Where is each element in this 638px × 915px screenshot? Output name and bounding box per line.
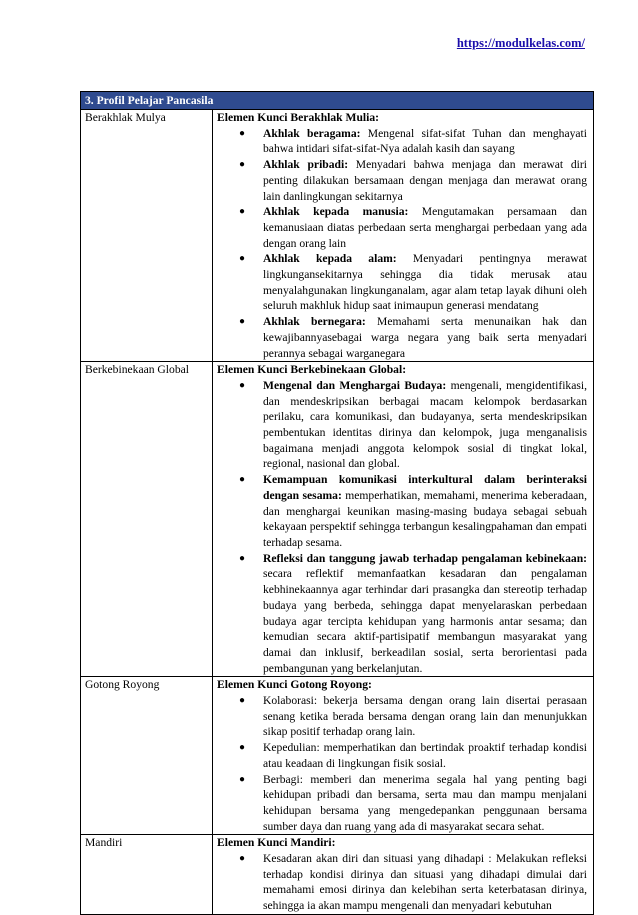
elemen-content	[213, 677, 594, 835]
table-row	[81, 362, 594, 677]
header-link[interactable]: https://modulkelas.com/	[456, 36, 585, 50]
point-text: Kesadaran akan diri dan situasi yang dihadapi : Melakukan refleksi terhadap kondisi dirinya dan situasi yang dihadapi dimulai dari memahami emosi dirinya dan kelebihan serta keterbatasan dirinya, sehingga ia akan mampu mengenali dan menyadari kebutuhan	[263, 852, 587, 913]
bullet-icon: ●	[239, 316, 246, 328]
bullet-icon: ●	[239, 552, 246, 564]
point-text: Kolaborasi: bekerja bersama dengan orang lain disertai perasaan senang ketika berada bersama dengan orang lain dan menunjukkan sikap positif terhadap orang lain.	[263, 694, 587, 739]
point-heading: Refleksi dan tanggung jawab terhadap pengalaman kebinekaan:	[263, 551, 587, 565]
point-heading: Akhlak bernegara:	[263, 315, 366, 329]
elemen-content	[213, 835, 594, 915]
elemen-content	[213, 362, 594, 677]
bullet-icon: ●	[239, 379, 246, 391]
point-text: Menyadari bahwa menjaga dan merawat diri penting dilakukan bersamaan dengan menjaga dan merawat orang lain danlingkungan sekitarnya	[263, 158, 587, 203]
point-text: Memahami serta menunaikan hak dan kewajibannyasebagai warga negara yang baik serta menyadari perannya sebagai warganegara	[263, 315, 587, 360]
elemen-title: Elemen Kunci Berkebinekaan Global:	[217, 363, 407, 377]
elemen-points-list	[217, 693, 587, 834]
elemen-points-list	[217, 851, 587, 914]
point-heading: Akhlak kepada alam:	[263, 252, 397, 266]
list-item	[239, 851, 587, 914]
list-item	[239, 126, 587, 157]
elemen-title: Elemen Kunci Gotong Royong:	[217, 678, 372, 692]
table-row	[81, 110, 594, 362]
table-row	[81, 835, 594, 915]
point-heading: Kemampuan komunikasi interkultural dalam berinteraksi dengan sesama:	[263, 473, 587, 502]
bullet-icon: ●	[239, 206, 246, 218]
bullet-icon: ●	[239, 742, 246, 754]
list-item	[239, 693, 587, 740]
list-item	[239, 472, 588, 551]
dimension-name: Mandiri	[81, 835, 213, 915]
elemen-title: Elemen Kunci Mandiri:	[217, 836, 336, 850]
dimension-name: Gotong Royong	[81, 677, 213, 835]
point-heading: Akhlak kepada manusia:	[263, 205, 409, 219]
bullet-icon: ●	[239, 474, 246, 486]
point-text: Menyadari pentingnya merawat lingkungansekitarnya sehingga dia tidak merusak atau menyalahgunakan lingkunganalam, agar alam tetap layak dihuni oleh seluruh makhluk hidup saat inimaupun generasi mendatang	[263, 252, 588, 313]
point-heading: Akhlak pribadi:	[263, 158, 349, 172]
table-row	[81, 677, 594, 835]
bullet-icon: ●	[239, 253, 246, 265]
bullet-icon: ●	[239, 159, 246, 171]
list-item	[239, 157, 587, 204]
section-header-row	[81, 92, 594, 110]
point-text: Mengutamakan persamaan dan kemanusiaan diatas perbedaan serta menghargai perbedaan yang ada dengan orang lain	[263, 205, 588, 250]
elemen-title: Elemen Kunci Berakhlak Mulia:	[217, 111, 380, 124]
point-text: Berbagi: memberi dan menerima segala hal yang penting bagi kehidupan pribadi dan bersama, serta mau dan mampu menjalani kehidupan bersama yang mengedepankan penggunaan bersama sumber daya dan ruang yang ada di masyarakat secara sehat.	[263, 772, 587, 833]
point-text: mengenali, mengidentifikasi, dan mendeskripsikan berbagai macam kelompok berdasarkan perilaku, cara komunikasi, dan budayanya, serta mendeskripsikan pembentukan identitas dirinya dan kelompok, juga menganalisis bagaimana menjadi anggota kelompok sosial di tingkat lokal, regional, nasional dan global.	[263, 378, 587, 471]
list-item	[239, 314, 587, 361]
section-title: 3. Profil Pelajar Pancasila	[81, 92, 594, 110]
dimension-name: Berkebinekaan Global	[81, 362, 213, 677]
point-heading: Akhlak beragama:	[263, 126, 361, 140]
list-item	[239, 204, 588, 251]
bullet-icon: ●	[239, 695, 246, 707]
list-item	[239, 740, 587, 771]
list-item	[239, 772, 587, 835]
bullet-icon: ●	[239, 127, 246, 139]
list-item	[239, 551, 587, 677]
point-text: secara reflektif memanfaatkan kesadaran dan pengalaman kebhinekaannya agar terhindar dari prasangka dan stereotip terhadap budaya yang berbeda, sehingga dapat menyelaraskan perbedaan budaya agar tercipta kehidupan yang harmonis antar sesama; dan kemudian secara aktif-partisipatif membangun masyarakat yang damai dan inklusif, berkeadilan sosial, serta berorientasi pada pembangunan yang berkelanjutan.	[263, 567, 587, 675]
point-text: memperhatikan, memahami, menerima keberadaan, dan menghargai keunikan masing-masing budaya sebagai sebuah kekayaan perspektif sehingga terbangun kesalingpahaman dan empati terhadap sesama.	[263, 488, 588, 549]
bullet-icon: ●	[239, 773, 246, 785]
profil-pancasila-table	[80, 91, 594, 915]
list-item	[239, 378, 587, 472]
dimension-name: Berakhlak Mulya	[81, 110, 213, 362]
elemen-points-list	[217, 378, 587, 676]
point-text: Mengenal sifat-sifat Tuhan dan menghayati bahwa intidari sifat-sifat-Nya adalah kasih dan sayang	[263, 126, 587, 156]
list-item	[239, 251, 588, 314]
point-text: Kepedulian: memperhatikan dan bertindak proaktif terhadap kondisi atau keadaan di lingkungan fisik sosial.	[263, 741, 587, 770]
elemen-points-list	[217, 126, 587, 362]
elemen-content	[213, 110, 594, 362]
bullet-icon: ●	[239, 853, 246, 865]
point-heading: Mengenal dan Menghargai Budaya:	[263, 378, 447, 392]
